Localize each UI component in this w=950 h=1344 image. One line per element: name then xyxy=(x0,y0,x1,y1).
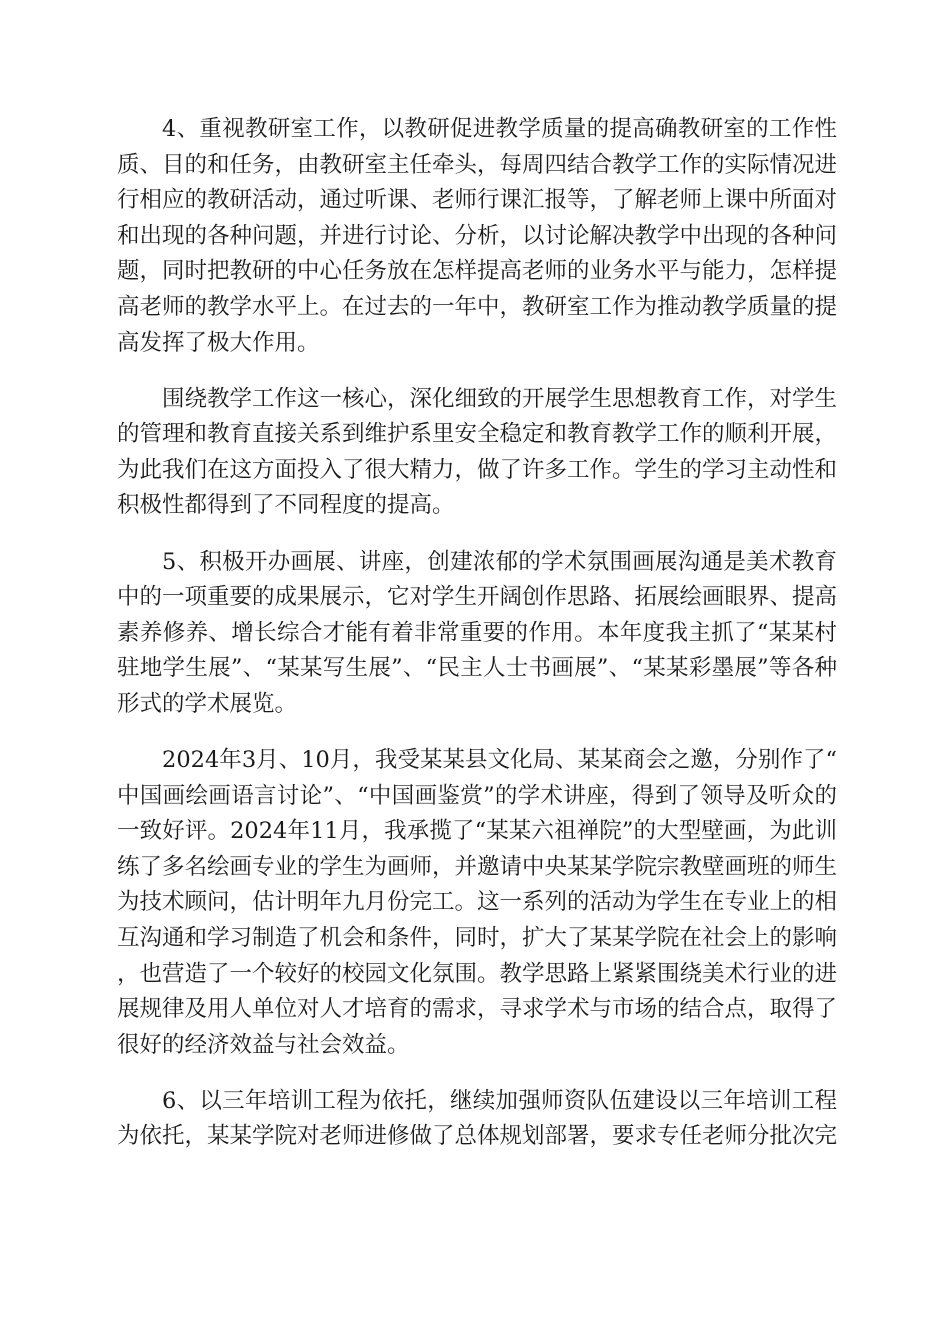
document-body xyxy=(117,112,837,1155)
paragraph-lectures-murals: 2024年3月、10月，我受某某县文化局、某某商会之邀，分别作了“中国画绘画语言讨论”、“中国画鉴赏”的学术讲座，得到了领导及听众的一致好评。2024年11月，我承揽了“某某六祖禅院”的大型壁画，为此训练了多名绘画专业的学生为画师，并邀请中央某某学院宗教壁画班的师生为技术顾问，估计明年九月份完工。这一系列的活动为学生在专业上的相互沟通和学习制造了机会和条件，同时，扩大了某某学院在社会上的影响，也营造了一个较好的校园文化氛围。教学思路上紧紧围绕美术行业的进展规律及用人单位对人才培育的需求，寻求学术与市场的结合点，取得了很好的经济效益与社会效益。 xyxy=(117,747,838,1058)
paragraph-teaching-research: 4、重视教研室工作，以教研促进教学质量的提高确教研室的工作性质、目的和任务，由教研室主任牵头，每周四结合教学工作的实际情况进行相应的教研活动，通过听课、老师行课汇报等，了解老师上课中所面对和出现的各种问题，并进行讨论、分析，以讨论解决教学中出现的各种问题，同时把教研的中心任务放在怎样提高老师的业务水平与能力，怎样提高老师的教学水平上。在过去的一年中，教研室工作为推动教学质量的提高发挥了极大作用。 xyxy=(117,116,838,356)
paragraph-faculty-training: 6、以三年培训工程为依托，继续加强师资队伍建设以三年培训工程为依托，某某学院对老师进修做了总体规划部署，要求专任老师分批次完 xyxy=(117,1087,838,1150)
paragraph-student-education: 围绕教学工作这一核心，深化细致的开展学生思想教育工作，对学生的管理和教育直接关系到维护系里安全稳定和教育教学工作的顺利开展，为此我们在这方面投入了很大精力，做了许多工作。学生的学习主动性和积极性都得到了不同程度的提高。 xyxy=(117,385,838,519)
paragraph-exhibitions: 5、积极开办画展、讲座，创建浓郁的学术氛围画展沟通是美术教育中的一项重要的成果展示，它对学生开阔创作思路、拓展绘画眼界、提高素养修养、增长综合才能有着非常重要的作用。本年度我主抓了“某某村驻地学生展”、“某某写生展”、“民主人士书画展”、“某某彩墨展”等各种形式的学术展览。 xyxy=(117,548,838,717)
